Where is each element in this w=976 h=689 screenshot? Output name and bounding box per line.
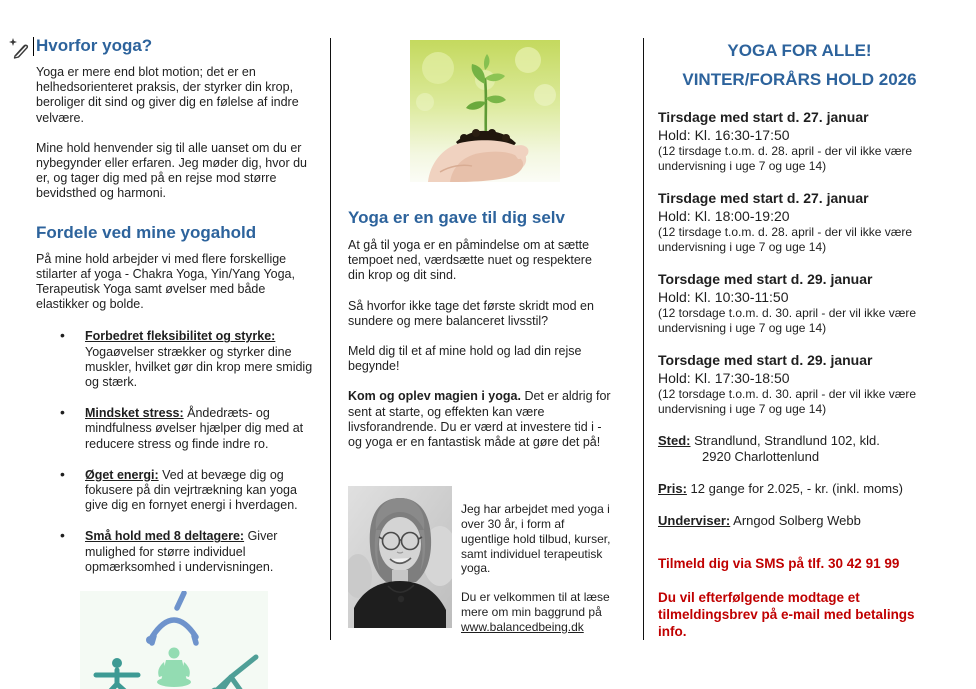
- practical-details: [658, 433, 941, 529]
- paragraph-foerste-skridt: Så hvorfor ikke tage det første skridt mod en sundere og mere balanceret livsstil?: [348, 298, 594, 328]
- panel-gave-til-dig-selv: [348, 36, 612, 635]
- website-link[interactable]: www.balancedbeing.dk: [461, 619, 584, 634]
- session-note: (12 tirsdage t.o.m. d. 28. april - der vil ikke være undervisning i uge 7 og uge 14): [658, 144, 913, 173]
- underviser-value: Arngod Solberg Webb: [733, 513, 861, 528]
- sted-label: Sted:: [658, 433, 691, 448]
- bio-paragraph-experience: Jeg har arbejdet med yoga i over 30 år, i form af ugentlige hold tilbud, kurser, samt individuel terapeutisk yoga.: [461, 502, 611, 576]
- benefit-item-fleksibilitet: [36, 329, 314, 390]
- instructor-portrait-photo: [348, 486, 452, 628]
- yoga-poses-illustration: [80, 591, 268, 689]
- benefit-text: Giver mulighed for større individuel opmærksomhed i undervisningen.: [85, 529, 278, 574]
- benefit-label: Øget energi:: [85, 467, 159, 482]
- session-title: Tirsdage med start d. 27. januar: [658, 109, 869, 125]
- session-time: Hold: Kl. 16:30-17:50: [658, 127, 790, 143]
- schedule-title-line1: YOGA FOR ALLE!: [727, 41, 872, 60]
- benefit-item-smaa-hold: [36, 529, 314, 575]
- pris-label: Pris:: [658, 481, 687, 496]
- benefit-text: Åndedræts- og mindfulness øvelser hjælper dig med at reducere stress og finde indre ro.: [85, 406, 304, 451]
- session-tirsdag-1630: [658, 108, 941, 174]
- bio-link-intro: Du er velkommen til at læse mere om min baggrund på: [461, 590, 610, 620]
- bio-text-block: [461, 486, 612, 634]
- session-title: Torsdage med start d. 29. januar: [658, 352, 873, 368]
- benefit-text: Ved at bevæge dig og fokusere på din vejrtrækning kan yoga give dig en fornyet energi i hverdagen.: [85, 467, 298, 513]
- benefit-item-energi: [36, 468, 314, 514]
- sted-address-line2: 2920 Charlottenlund: [702, 449, 820, 464]
- detail-pris: [658, 481, 941, 497]
- column-divider-left: [330, 38, 331, 640]
- heading-gave: Yoga er en gave til dig selv: [348, 208, 565, 227]
- panel-schedule: [658, 36, 941, 657]
- signup-notes: [658, 555, 941, 640]
- heading-hvorfor-yoga: [36, 36, 314, 56]
- paragraph-paamindelse: At gå til yoga er en påmindelse om at sætte tempoet ned, værdsætte nuet og respektere din krop og dit sind.: [348, 238, 592, 283]
- signup-sms-note: Tilmeld dig via SMS på tlf. 30 42 91 99: [658, 556, 900, 571]
- plant-in-hands-photo: [410, 40, 560, 182]
- signup-email-note: Du vil efterfølgende modtage et tilmeldingsbrev på e-mail med betalings info.: [658, 590, 915, 639]
- paragraph-meld-dig: Meld dig til et af mine hold og lad din rejse begynde!: [348, 344, 582, 374]
- session-time: Hold: Kl. 18:00-19:20: [658, 208, 790, 224]
- benefit-label: Forbedret fleksibilitet og styrke:: [85, 329, 276, 344]
- session-time: Hold: Kl. 10:30-11:50: [658, 289, 789, 305]
- column-divider-right: [643, 38, 644, 640]
- benefit-item-stress: [36, 406, 314, 452]
- paragraph-magien: [348, 389, 612, 450]
- schedule-title-line2: VINTER/FORÅRS HOLD 2026: [682, 70, 917, 89]
- magien-rest: Det er aldrig for sent at starte, og effekten kan være livsforandrende. Du er værd at investere tid i - og yoga er en fantastisk måde at gøre det på!: [348, 389, 611, 450]
- sted-address-line1: Strandlund, Strandlund 102, kld.: [694, 433, 880, 448]
- paragraph-hold-intro: Mine hold henvender sig til alle uanset om du er nybegynder eller erfaren. Jeg møder dig, hvor du er, og tager dig med på en rejse mod større bevidsthed og harmoni.: [36, 140, 307, 201]
- pris-value: 12 gange for 2.025, - kr. (inkl. moms): [690, 481, 903, 496]
- instructor-bio: [348, 486, 612, 634]
- session-title: Tirsdage med start d. 27. januar: [658, 190, 869, 206]
- session-tirsdag-1800: [658, 189, 941, 255]
- benefit-label: Mindsket stress:: [85, 406, 184, 421]
- heading-fordele: Fordele ved mine yogahold: [36, 222, 257, 242]
- session-title: Torsdage med start d. 29. januar: [658, 271, 873, 287]
- session-torsdag-1030: [658, 270, 941, 336]
- underviser-label: Underviser:: [658, 513, 731, 528]
- session-note: (12 torsdage t.o.m. d. 30. april - der vil ikke være undervisning i uge 7 og uge 14): [658, 387, 917, 416]
- paragraph-yoga-intro: Yoga er mere end blot motion; det er en helhedsorienteret praksis, der styrker din krop, beroliger dit sind og giver dig en følelse af indre velvære.: [36, 65, 299, 125]
- benefits-list: [36, 329, 314, 575]
- bio-paragraph-link: [461, 590, 612, 634]
- session-torsdag-1730: [658, 351, 941, 417]
- panel-why-yoga: [36, 36, 314, 689]
- benefit-label: Små hold med 8 deltagere:: [85, 529, 245, 544]
- session-list: [658, 108, 941, 417]
- session-note: (12 torsdage t.o.m. d. 30. april - der vil ikke være undervisning i uge 7 og uge 14): [658, 306, 917, 335]
- detail-underviser: [658, 513, 941, 529]
- paragraph-stilarter: På mine hold arbejder vi med flere forskellige stilarter af yoga - Chakra Yoga, Yin/Yang Yoga, Terapeutisk Yoga samt øvelser med både elastikker og bolde.: [36, 251, 295, 312]
- detail-sted: [658, 433, 941, 465]
- edit-pen-sparkle-icon[interactable]: [7, 36, 33, 62]
- heading-hvorfor-yoga-text: Hvorfor yoga?: [36, 36, 153, 55]
- text-cursor: [33, 37, 34, 56]
- magien-lead: Kom og oplev magien i yoga.: [348, 389, 521, 404]
- benefit-text: Yogaøvelser strækker og styrker dine muskler, hvilket gør din krop mere smidig og stærk.: [85, 344, 313, 390]
- session-note: (12 tirsdage t.o.m. d. 28. april - der vil ikke være undervisning i uge 7 og uge 14): [658, 225, 913, 254]
- session-time: Hold: Kl. 17:30-18:50: [658, 370, 790, 386]
